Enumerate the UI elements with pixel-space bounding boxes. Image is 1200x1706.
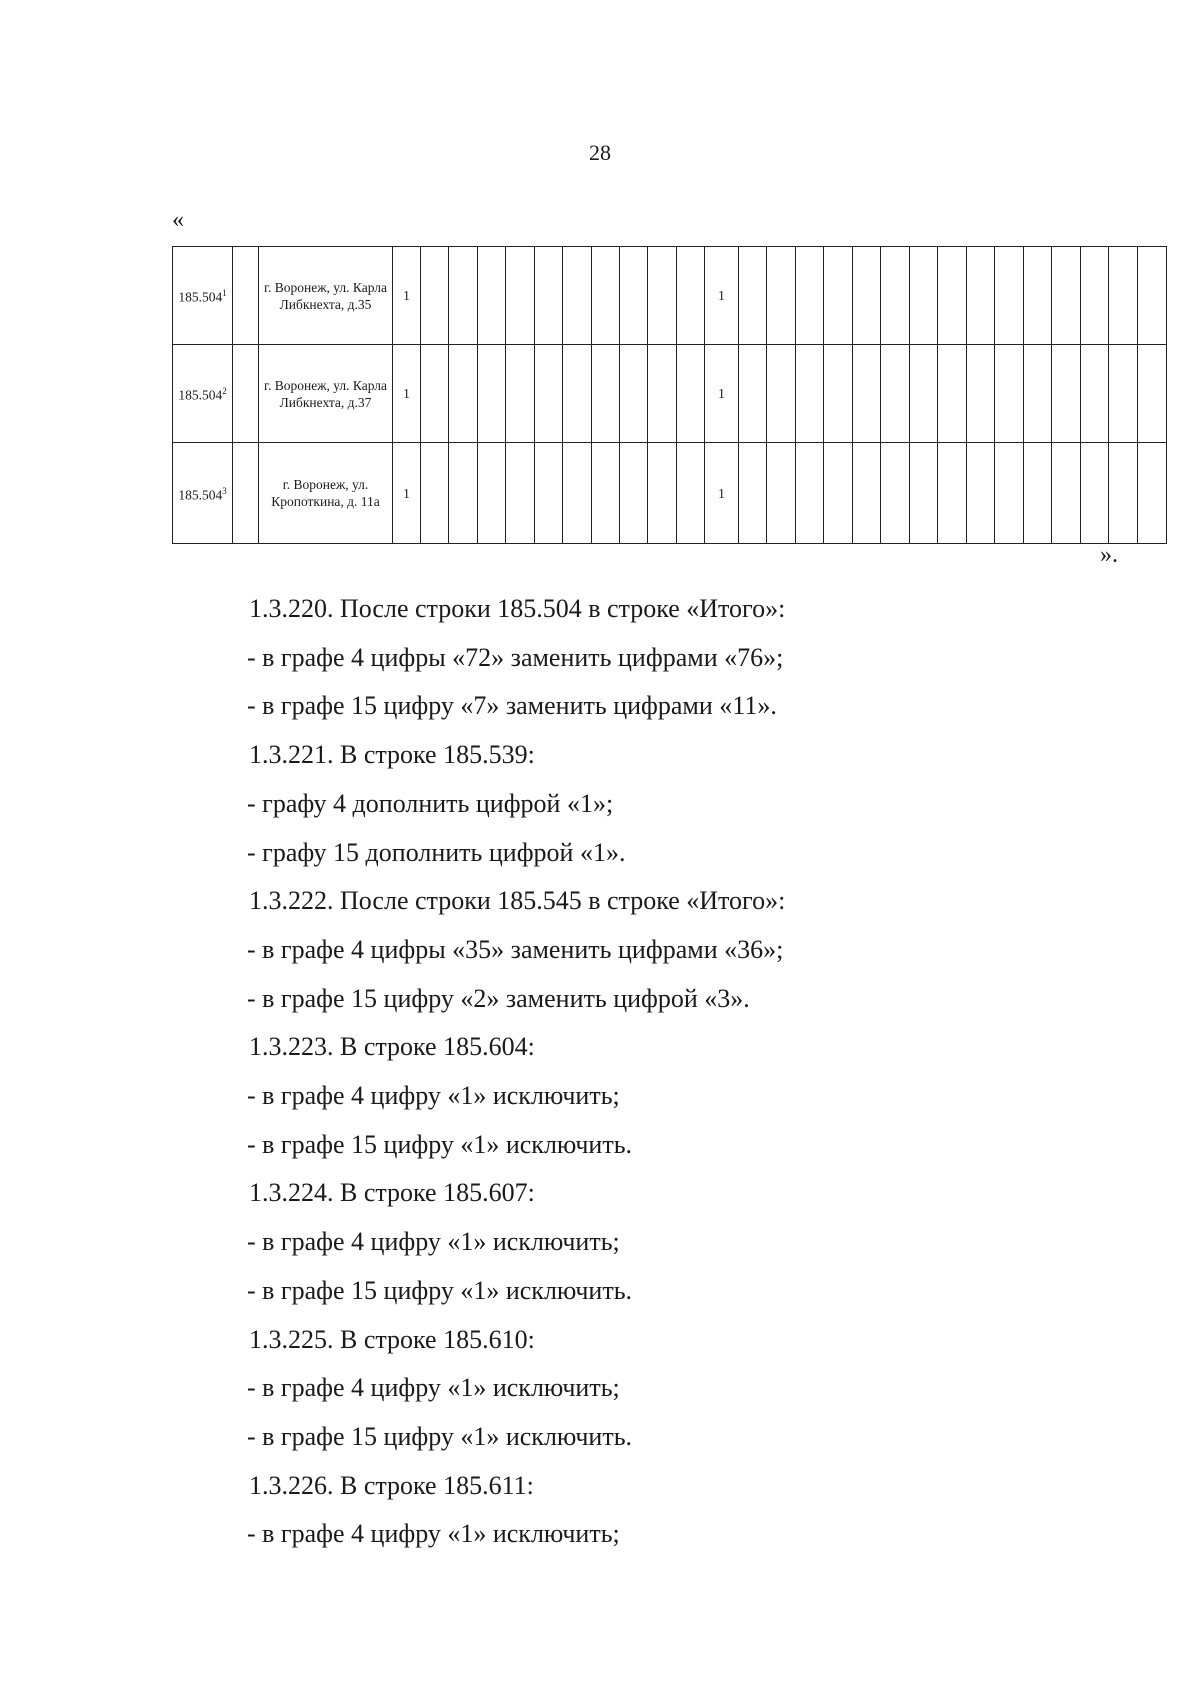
table-cell [739,443,767,544]
table-cell [1024,443,1052,544]
row-address: г. Воронеж, ул. Карла Либкнехта, д.35 [259,247,393,345]
table-cell [1024,345,1052,443]
list-item: - в графе 15 цифру «1» исключить. [247,1276,633,1305]
table-cell [938,345,967,443]
table-cell [824,345,853,443]
section-heading: 1.3.221. В строке 185.539: [249,740,535,769]
table-cell [1138,443,1167,544]
table-cell [881,247,910,345]
list-item: - в графе 4 цифру «1» исключить; [247,1373,620,1402]
table-cell [592,443,620,544]
table-cell [1024,247,1052,345]
table-cell [648,345,677,443]
cell-col15: 1 [705,443,739,544]
section-heading: 1.3.225. В строке 185.610: [249,1325,535,1354]
table-cell [824,247,853,345]
table-cell [967,443,995,544]
table-cell [910,443,938,544]
table-cell [478,443,506,544]
table-cell [506,247,535,345]
table-row [173,345,1167,443]
table-cell [1109,443,1138,544]
cell-col4: 1 [393,247,421,345]
table-cell [910,247,938,345]
table-cell [796,247,824,345]
table-row [173,247,1167,345]
table-cell [233,443,259,544]
row-code: 185.504$^1$ [173,247,233,345]
section-heading: 1.3.223. В строке 185.604: [249,1032,535,1061]
table-cell [563,247,592,345]
table-cell [563,443,592,544]
table-cell [620,443,648,544]
table-cell [995,443,1024,544]
table-cell [1081,247,1109,345]
table-cell [881,345,910,443]
row-address: г. Воронеж, ул. Карла Либкнехта, д.37 [259,345,393,443]
table-cell [421,443,449,544]
table-cell [449,345,478,443]
table-cell [967,247,995,345]
opening-quote: « [172,207,184,233]
table-cell [478,345,506,443]
table-cell [620,345,648,443]
table-cell [995,247,1024,345]
table-cell [506,443,535,544]
list-item: - в графе 15 цифру «2» заменить цифрой «3». [247,984,750,1013]
section-heading: 1.3.222. После строки 185.545 в строке «Итого»: [249,886,786,915]
table-cell [1138,345,1167,443]
table-cell [853,443,881,544]
table-cell [563,345,592,443]
section-heading: 1.3.220. После строки 185.504 в строке «Итого»: [249,594,786,623]
table-cell [421,345,449,443]
table-cell [853,345,881,443]
table-cell [1109,345,1138,443]
table-cell [677,247,705,345]
section-heading: 1.3.224. В строке 185.607: [249,1178,535,1207]
table-cell [421,247,449,345]
list-item: - в графе 4 цифры «35» заменить цифрами «36»; [247,935,784,964]
table-row [173,443,1167,544]
closing-quote: ». [1100,542,1118,568]
list-item: - в графе 15 цифру «1» исключить. [247,1422,633,1451]
table-cell [449,247,478,345]
table-cell [796,443,824,544]
table-cell [796,345,824,443]
table-cell [938,247,967,345]
table-cell [1052,345,1081,443]
list-item: - в графе 15 цифру «7» заменить цифрами «11». [247,691,777,720]
table-cell [1109,247,1138,345]
table-cell [592,247,620,345]
table-cell [677,443,705,544]
table-cell [535,247,563,345]
table-cell [233,345,259,443]
list-item: - графу 4 дополнить цифрой «1»; [247,789,614,818]
page-number: 28 [589,140,611,165]
table-cell [1052,443,1081,544]
row-code: 185.504$^3$ [173,443,233,544]
amendment-table [172,246,1167,544]
table-cell [739,345,767,443]
table-cell [767,443,796,544]
table-cell [1081,443,1109,544]
section-heading: 1.3.226. В строке 185.611: [249,1471,534,1500]
table-cell [967,345,995,443]
list-item: - графу 15 дополнить цифрой «1». [247,838,626,867]
list-item: - в графе 15 цифру «1» исключить. [247,1130,633,1159]
table-cell [824,443,853,544]
table-cell [1138,247,1167,345]
table-cell [506,345,535,443]
table-cell [535,443,563,544]
table-cell [767,345,796,443]
table-cell [233,247,259,345]
list-item: - в графе 4 цифру «1» исключить; [247,1081,620,1110]
table-cell [881,443,910,544]
table-cell [535,345,563,443]
table-cell [592,345,620,443]
table-cell [648,247,677,345]
list-item: - в графе 4 цифры «72» заменить цифрами «76»; [247,643,784,672]
table-cell [853,247,881,345]
table-cell [677,345,705,443]
table-cell [995,345,1024,443]
list-item: - в графе 4 цифру «1» исключить; [247,1519,620,1548]
table-cell [739,247,767,345]
row-address: г. Воронеж, ул. Кропоткина, д. 11а [259,443,393,544]
table-cell [1052,247,1081,345]
table-cell [910,345,938,443]
table-cell [449,443,478,544]
row-code: 185.504$^2$ [173,345,233,443]
table-cell [938,443,967,544]
cell-col4: 1 [393,443,421,544]
table-cell [620,247,648,345]
cell-col15: 1 [705,345,739,443]
cell-col4: 1 [393,345,421,443]
table-cell [478,247,506,345]
table-cell [1081,345,1109,443]
table-cell [767,247,796,345]
table-cell [648,443,677,544]
list-item: - в графе 4 цифру «1» исключить; [247,1227,620,1256]
cell-col15: 1 [705,247,739,345]
